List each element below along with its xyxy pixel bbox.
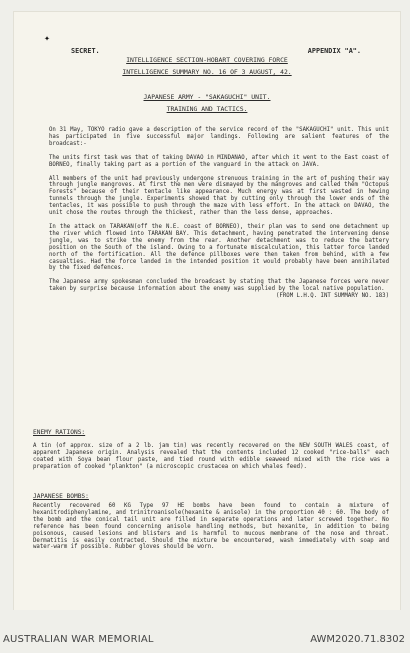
source-reference: (FROM L.H.Q. INT SUMMARY NO. 183) (276, 293, 389, 300)
document-title: JAPANESE ARMY - "SAKAGUCHI" UNIT. (143, 93, 271, 101)
section-heading: INTELLIGENCE SECTION-HOBART COVERING FORCE (126, 56, 288, 64)
bombs-section (33, 503, 389, 558)
document-subtitle: TRAINING AND TACTICS. (166, 105, 248, 113)
rations-heading: ENEMY RATIONS: (33, 429, 86, 436)
document (14, 12, 400, 610)
paragraph: All members of the unit had previously undergone strenuous training in the art of pushing their way through jungle mangroves. At first the men were dismayed by the mangroves and called them "Octopus Forests" because of their tentacle like appearance. Much energy was at first wasted in hewing tunnels through the jungle. Experiments showed that by cutting only through the lower ends of the tentacles, it was possible to push through the maze with less effort. In the attack on DAVAO, the unit chose the routes through the thickest, rather than the less dense, approaches. (49, 175, 389, 217)
appendix-label: APPENDIX "A". (307, 47, 361, 55)
archive-id: AWM2020.71.8302 (310, 634, 405, 645)
bombs-text: Recently recovered 60 KG Type 97 HE bombs have been found to contain a mixture of hexanitrodiphenylamine, and trinitroanisole(hexanite & anisole) in the proportion 40 : 60. The body of the bomb and the conical tail unit are filled in separate operations and later screwed together. No reference has been found concerning anisole handling methods, but hexanite, in addition to being poisonous, caused lesions and blisters and is harmful to mucous membrane of the nose and throat. Dermatitis is easily contracted. Should the mixture be encountered, wash immediately with soap and water-warm if possible. Rubber gloves should be worn. (33, 503, 389, 551)
rations-section (33, 443, 389, 478)
archive-footer (0, 610, 410, 653)
summary-heading: INTELLIGENCE SUMMARY NO. 16 OF 3 AUGUST, 42. (122, 68, 292, 76)
paragraph: The Japanese army spokesman concluded the broadcast by stating that the Japanese forces were never taken by surprise because information about the enemy was supplied by the local native population. (49, 279, 389, 293)
handwritten-mark-icon: ✦ (44, 33, 51, 44)
classification-label: SECRET. (71, 47, 100, 55)
main-text (49, 127, 389, 307)
rations-text: A tin (of approx. size of a 2 lb. jam tin) was recently recovered on the NEW SOUTH WALES coast, of apparent Japanese origin. Analysis revealed that the contents included 12 cooked "rice-balls" each coated with Soya bean flour paste, and tied round with edible seaweed mixed with the rice was a preparation of cooked "plankton" (a microscopic crustacea on which whales feed). (33, 443, 389, 470)
paragraph: In the attack on TARAKAN(off the N.E. coast of BORNEO), their plan was to send one detachment up the river which flowed into TARAKAN BAY. This detachment, having penetrated the intervening dense jungle, was to strike the enemy from the rear. Another detachment was to reduce the battery position on the South of the island. Owing to a fortunate miscalculation, this latter force landed north of the fortification. All the defence pillboxes were then taken from behind, with a few casualties. Had the force landed in the intended position it would probably have been annihilated by the fixed defences. (49, 223, 389, 272)
bombs-heading: JAPANESE BOMBS: (33, 493, 89, 500)
paragraph: On 31 May, TOKYO radio gave a description of the service record of the "SAKAGUCHI" unit. This unit has participated in five successful major landings. Following are salient features of the broadcast:- (49, 127, 389, 147)
archive-name: AUSTRALIAN WAR MEMORIAL (3, 634, 154, 645)
paragraph: The units first task was that of taking DAVAO in MINDANAO, after which it went to the East coast of BORNEO, finally taking part as a portion of the vanguard in the attack on JAVA. (49, 154, 389, 168)
